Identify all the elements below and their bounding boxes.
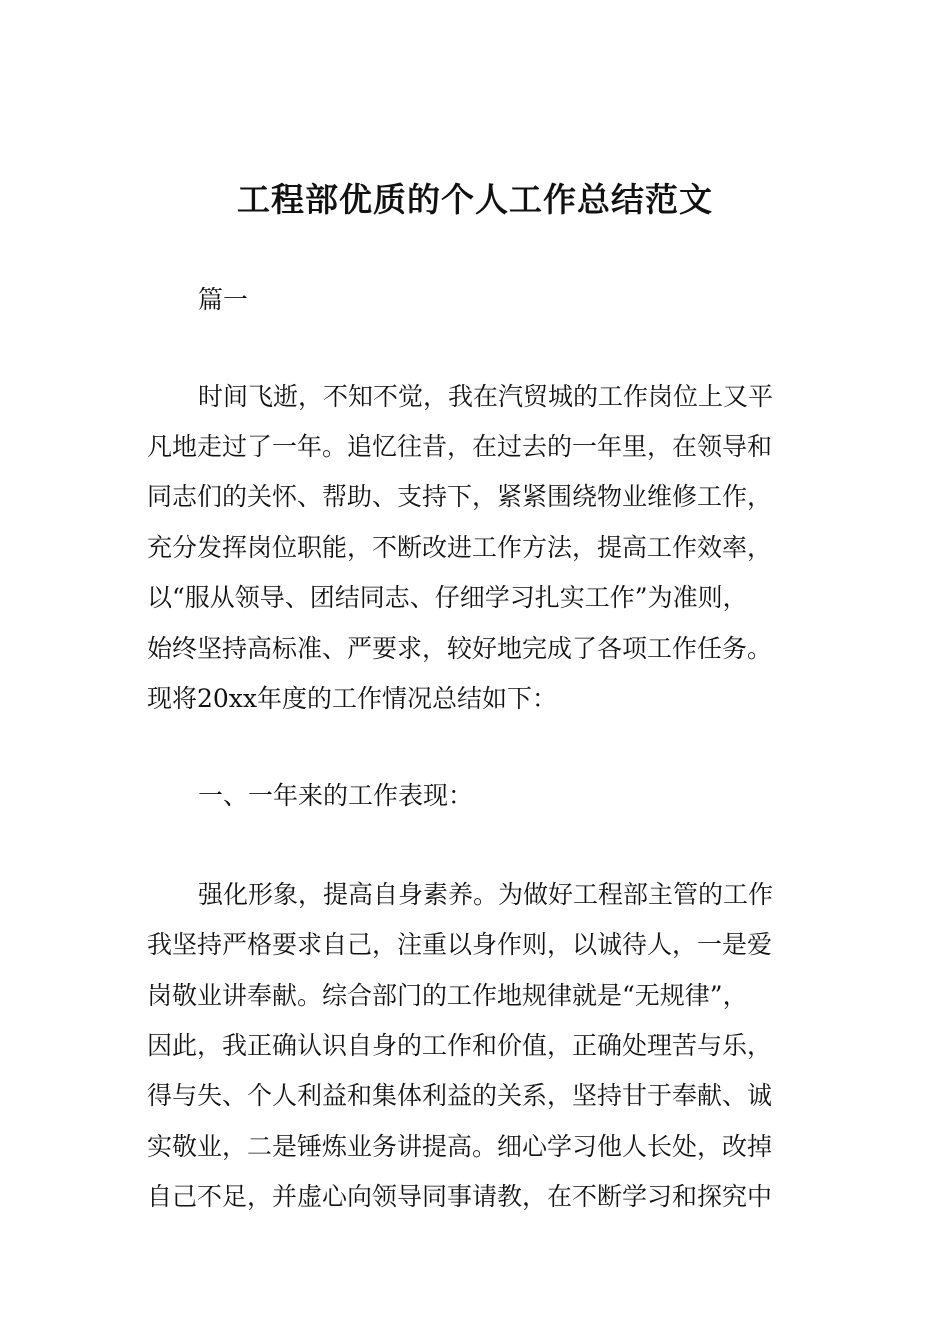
- paragraph2-line: 我坚持严格要求自己，注重以身作则，以诚待人，一是爱: [147, 930, 773, 959]
- paragraph2-line: 实敬业，二是锤炼业务讲提高。细心学习他人长处，改掉: [147, 1132, 773, 1161]
- paragraph1-line: 凡地走过了一年。追忆往昔，在过去的一年里，在领导和: [147, 432, 773, 461]
- paragraph1-line: 时间飞逝，不知不觉，我在汽贸城的工作岗位上又平: [198, 382, 774, 411]
- paragraph1-line: 充分发挥岗位职能，不断改进工作方法，提高工作效率，: [147, 533, 773, 562]
- paragraph2-line: 强化形象，提高自身素养。为做好工程部主管的工作: [198, 880, 774, 909]
- section-heading: 一、一年来的工作表现：: [198, 781, 474, 810]
- section-label: 篇一: [198, 285, 249, 314]
- paragraph1-line: 始终坚持高标准、严要求，较好地完成了各项工作任务。: [147, 634, 773, 663]
- paragraph2-line: 自己不足，并虚心向领导同事请教，在不断学习和探究中: [147, 1182, 773, 1211]
- paragraph1-line: 以“服从领导、团结同志、仔细学习扎实工作”为准则，: [147, 583, 748, 612]
- paragraph2-line: 岗敬业讲奉献。综合部门的工作地规律就是“无规律”，: [147, 981, 748, 1010]
- paragraph1-line: 同志们的关怀、帮助、支持下，紧紧围绕物业维修工作，: [147, 482, 773, 511]
- paragraph2-line: 因此，我正确认识自身的工作和价值，正确处理苦与乐，: [147, 1031, 773, 1060]
- paragraph2-line: 得与失、个人利益和集体利益的关系，坚持甘于奉献、诚: [147, 1081, 773, 1110]
- paragraph1-line: 现将20xx年度的工作情况总结如下：: [147, 684, 558, 713]
- document-title: 工程部优质的个人工作总结范文: [237, 180, 713, 219]
